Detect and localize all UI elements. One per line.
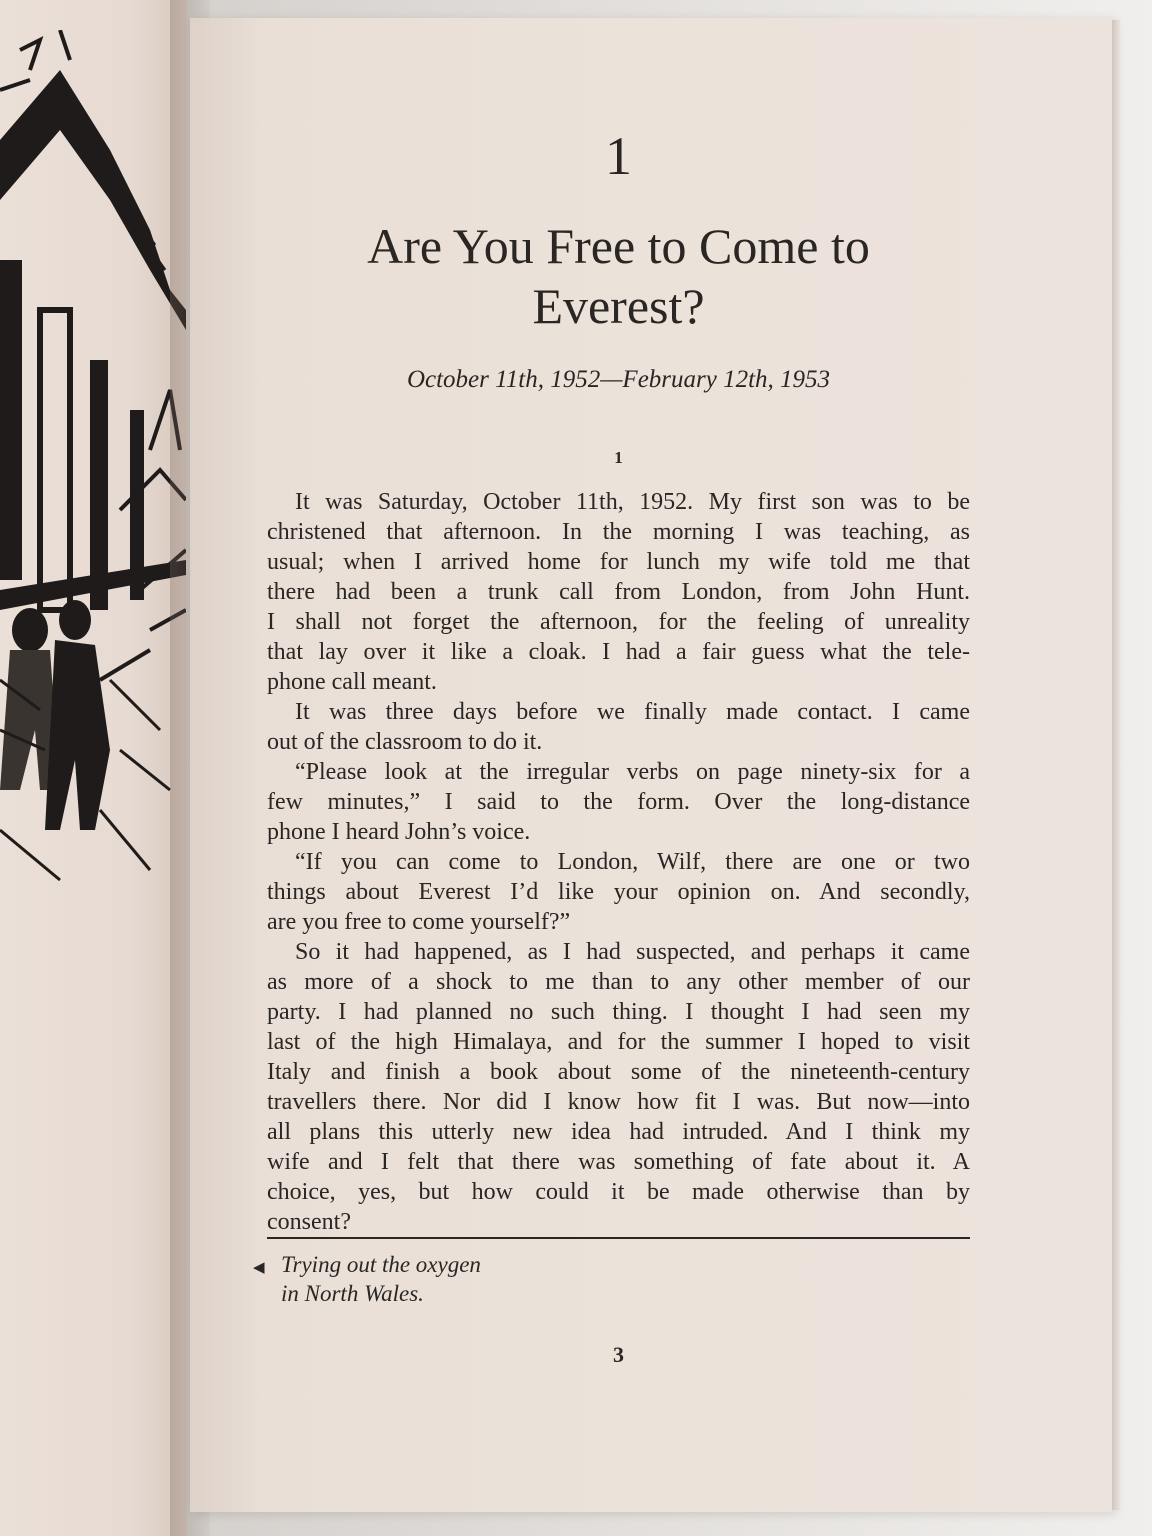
left-triangle-icon: ◀	[253, 1260, 265, 1276]
caption-line: Trying out the oxygen	[281, 1252, 481, 1277]
body-line: last of the high Himalaya, and for the summer I hoped to visit	[267, 1029, 970, 1055]
body-line: So it had happened, as I had suspected, and perhaps it came	[295, 939, 970, 965]
body-line: party. I had planned no such thing. I thought I had seen my	[267, 999, 970, 1025]
body-line: that lay over it like a cloak. I had a fair guess what the tele-	[267, 639, 970, 665]
body-line: out of the classroom to do it.	[267, 729, 543, 755]
facing-page-illustration	[0, 0, 186, 1536]
body-line: Italy and finish a book about some of the nineteenth-century	[267, 1059, 970, 1085]
body-line: usual; when I arrived home for lunch my wife told me that	[267, 549, 970, 575]
caption-line: in North Wales.	[281, 1281, 424, 1306]
body-line: all plans this utterly new idea had intruded. And I think my	[267, 1119, 970, 1145]
body-line: wife and I felt that there was something of fate about it. A	[267, 1149, 970, 1175]
chapter-title-line: Are You Free to Come to	[367, 218, 870, 274]
body-line: It was Saturday, October 11th, 1952. My first son was to be	[295, 489, 970, 515]
section-number: 1	[614, 448, 623, 467]
body-line: travellers there. Nor did I know how fit I was. But now—into	[267, 1089, 970, 1115]
body-line: consent?	[267, 1209, 351, 1235]
chapter-title-line: Everest?	[532, 278, 705, 334]
body-line: are you free to come yourself?”	[267, 909, 571, 935]
page-edge	[1112, 20, 1120, 1510]
body-line: I shall not forget the afternoon, for the feeling of unreality	[267, 609, 970, 635]
body-line: there had been a trunk call from London, from John Hunt.	[267, 579, 970, 605]
body-line: “If you can come to London, Wilf, there are one or two	[295, 849, 970, 875]
chapter-number: 1	[605, 126, 632, 186]
body-line: phone I heard John’s voice.	[267, 819, 531, 845]
body-line: christened that afternoon. In the morning I was teaching, as	[267, 519, 970, 545]
chapter-date-range: October 11th, 1952—February 12th, 1953	[406, 366, 831, 393]
body-text	[267, 487, 970, 1237]
caption-divider	[267, 1237, 970, 1239]
body-line: It was three days before we finally made contact. I came	[295, 699, 970, 725]
body-line: “Please look at the irregular verbs on page ninety-six for a	[295, 759, 970, 785]
body-line: choice, yes, but how could it be made otherwise than by	[267, 1179, 970, 1205]
figure-caption	[253, 1250, 667, 1308]
book-page	[190, 18, 1112, 1512]
page-number: 3	[613, 1342, 624, 1367]
woodcut-illustration	[0, 30, 186, 930]
body-line: phone call meant.	[267, 669, 437, 695]
body-line: few minutes,” I said to the form. Over the long-distance	[267, 789, 970, 815]
body-line: as more of a shock to me than to any other member of our	[267, 969, 970, 995]
body-line: things about Everest I’d like your opinion on. And secondly,	[267, 879, 970, 905]
chapter-title	[267, 216, 970, 336]
